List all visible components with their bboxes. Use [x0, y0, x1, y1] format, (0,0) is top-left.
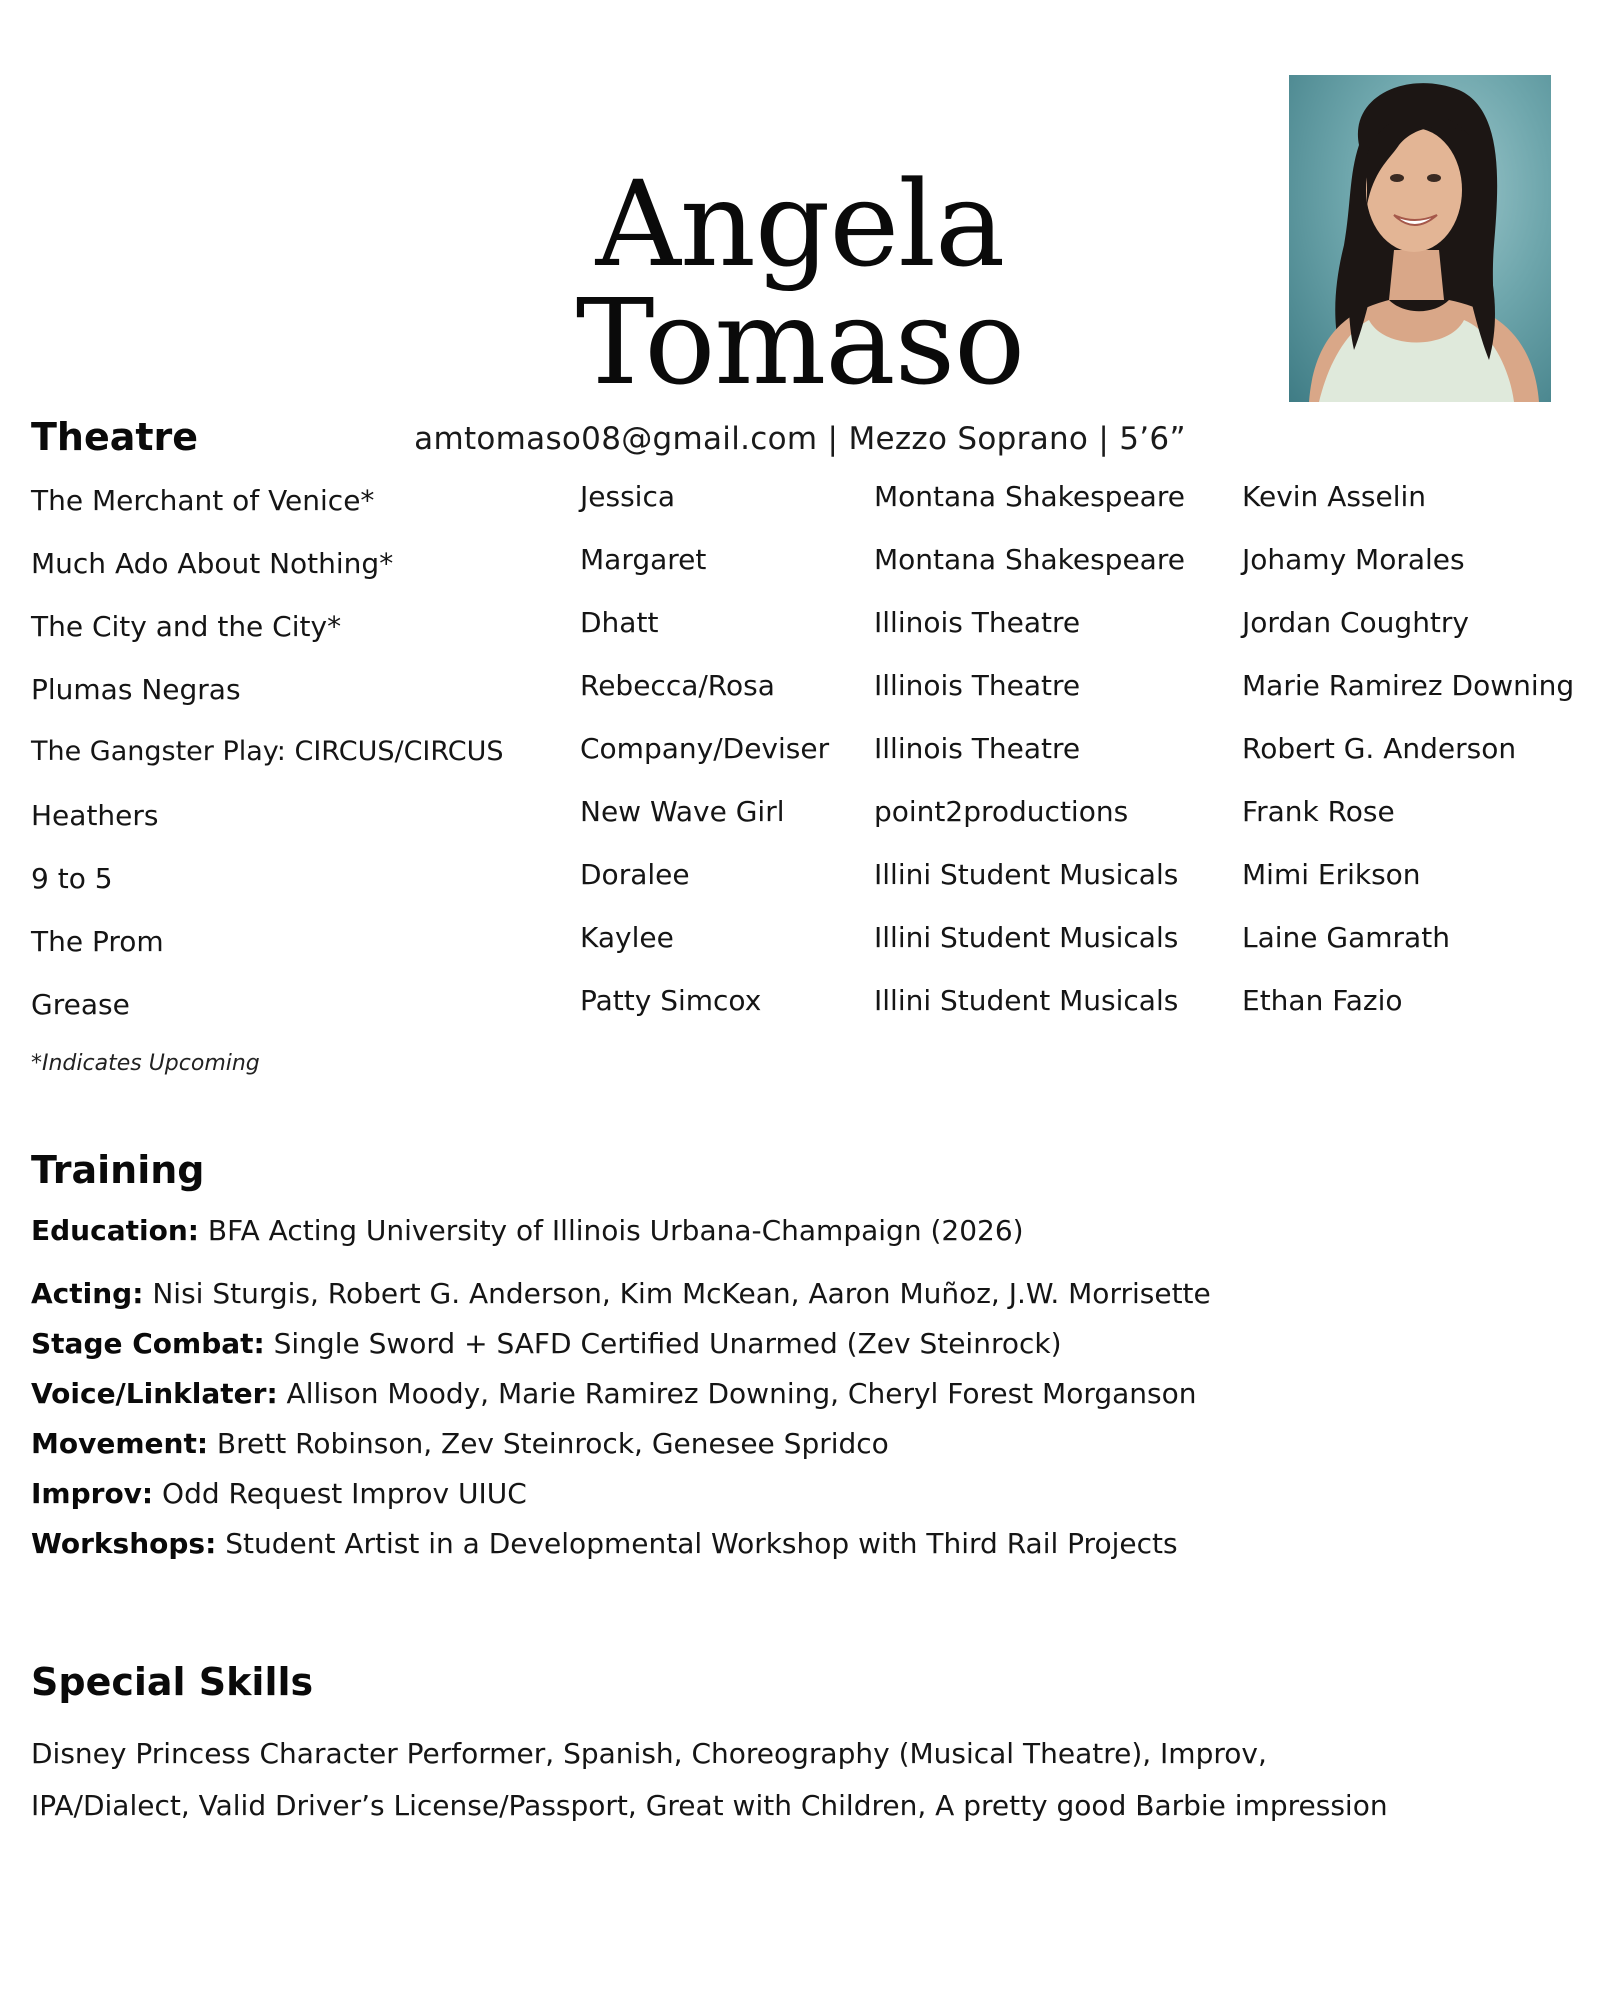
credit-row — [31, 669, 1600, 732]
training-label: Movement: — [31, 1427, 209, 1460]
special-skills-text — [31, 1728, 1571, 1832]
credit-company: Illinois Theatre — [874, 669, 1081, 702]
credit-director: Mimi Erikson — [1242, 858, 1421, 891]
headshot-illustration — [1289, 75, 1551, 402]
credit-director: Frank Rose — [1242, 795, 1395, 828]
credit-row — [31, 858, 1600, 921]
training-label: Workshops: — [31, 1527, 217, 1560]
credit-director: Ethan Fazio — [1242, 984, 1403, 1017]
training-acting — [31, 1277, 1531, 1310]
training-heading: Training — [31, 1148, 205, 1192]
credit-row — [31, 480, 1600, 543]
headshot-photo — [1289, 75, 1551, 402]
credit-role: New Wave Girl — [580, 795, 785, 828]
credit-director: Johamy Morales — [1242, 543, 1465, 576]
credit-row — [31, 795, 1600, 858]
training-voice — [31, 1377, 1531, 1410]
credit-show: The City and the City* — [31, 610, 342, 643]
training-movement — [31, 1427, 1531, 1460]
credit-company: Illini Student Musicals — [874, 921, 1179, 954]
credit-show: 9 to 5 — [31, 862, 113, 895]
credit-director: Robert G. Anderson — [1242, 732, 1517, 765]
credit-role: Rebecca/Rosa — [580, 669, 775, 702]
training-value: Allison Moody, Marie Ramirez Downing, Cheryl Forest Morganson — [277, 1377, 1197, 1410]
training-workshops — [31, 1527, 1531, 1560]
credit-show: Much Ado About Nothing* — [31, 547, 394, 580]
credit-row — [31, 984, 1600, 1047]
credit-director: Marie Ramirez Downing — [1242, 669, 1575, 702]
skills-line: Disney Princess Character Performer, Spanish, Choreography (Musical Theatre), Improv, — [31, 1737, 1267, 1770]
training-label: Acting: — [31, 1277, 144, 1310]
training-section — [31, 1214, 1531, 1560]
training-value: Nisi Sturgis, Robert G. Anderson, Kim McKean, Aaron Muñoz, J.W. Morrisette — [143, 1277, 1211, 1310]
theatre-heading: Theatre — [31, 415, 199, 459]
credit-show: Grease — [31, 988, 130, 1021]
contact-line: amtomaso08@gmail.com | Mezzo Soprano | 5’6” — [414, 421, 1186, 457]
training-label: Improv: — [31, 1477, 154, 1510]
credit-row — [31, 606, 1600, 669]
training-value: Single Sword + SAFD Certified Unarmed (Zev Steinrock) — [264, 1327, 1062, 1360]
credit-role: Jessica — [580, 480, 675, 513]
credit-company: Illinois Theatre — [874, 606, 1081, 639]
credit-show: The Gangster Play: CIRCUS/CIRCUS — [31, 736, 504, 767]
credit-director: Kevin Asselin — [1242, 480, 1427, 513]
training-value: Odd Request Improv UIUC — [153, 1477, 527, 1510]
training-value: Student Artist in a Developmental Workshop with Third Rail Projects — [216, 1527, 1178, 1560]
skills-line: IPA/Dialect, Valid Driver’s License/Passport, Great with Children, A pretty good Barbie impression — [31, 1789, 1388, 1822]
training-value: Brett Robinson, Zev Steinrock, Genesee Spridco — [208, 1427, 889, 1460]
resume-header — [370, 155, 1230, 457]
actor-name: Angela Tomaso — [575, 155, 1025, 411]
credit-role: Company/Deviser — [580, 732, 830, 765]
training-education — [31, 1214, 1531, 1247]
credit-director: Jordan Coughtry — [1242, 606, 1469, 639]
credit-row — [31, 732, 1600, 795]
training-label: Education: — [31, 1214, 199, 1247]
credit-show: The Merchant of Venice* — [31, 484, 375, 517]
credit-company: Illinois Theatre — [874, 732, 1081, 765]
credit-show: Heathers — [31, 799, 159, 832]
training-value: BFA Acting University of Illinois Urbana-Champaign (2026) — [198, 1214, 1024, 1247]
credit-row — [31, 543, 1600, 606]
credit-role: Margaret — [580, 543, 707, 576]
credit-show: Plumas Negras — [31, 673, 241, 706]
theatre-credits — [31, 480, 1600, 1047]
credit-role: Patty Simcox — [580, 984, 762, 1017]
special-skills-heading: Special Skills — [31, 1660, 314, 1704]
credit-role: Kaylee — [580, 921, 674, 954]
credit-row — [31, 921, 1600, 984]
credit-company: Illini Student Musicals — [874, 984, 1179, 1017]
credit-company: point2productions — [874, 795, 1129, 828]
training-stage-combat — [31, 1327, 1531, 1360]
credit-company: Montana Shakespeare — [874, 480, 1185, 513]
training-label: Stage Combat: — [31, 1327, 265, 1360]
training-improv — [31, 1477, 1531, 1510]
credit-role: Doralee — [580, 858, 690, 891]
upcoming-footnote: *Indicates Upcoming — [31, 1051, 260, 1076]
credit-company: Montana Shakespeare — [874, 543, 1185, 576]
credit-director: Laine Gamrath — [1242, 921, 1450, 954]
credit-show: The Prom — [31, 925, 164, 958]
credit-company: Illini Student Musicals — [874, 858, 1179, 891]
credit-role: Dhatt — [580, 606, 659, 639]
training-label: Voice/Linklater: — [31, 1377, 278, 1410]
